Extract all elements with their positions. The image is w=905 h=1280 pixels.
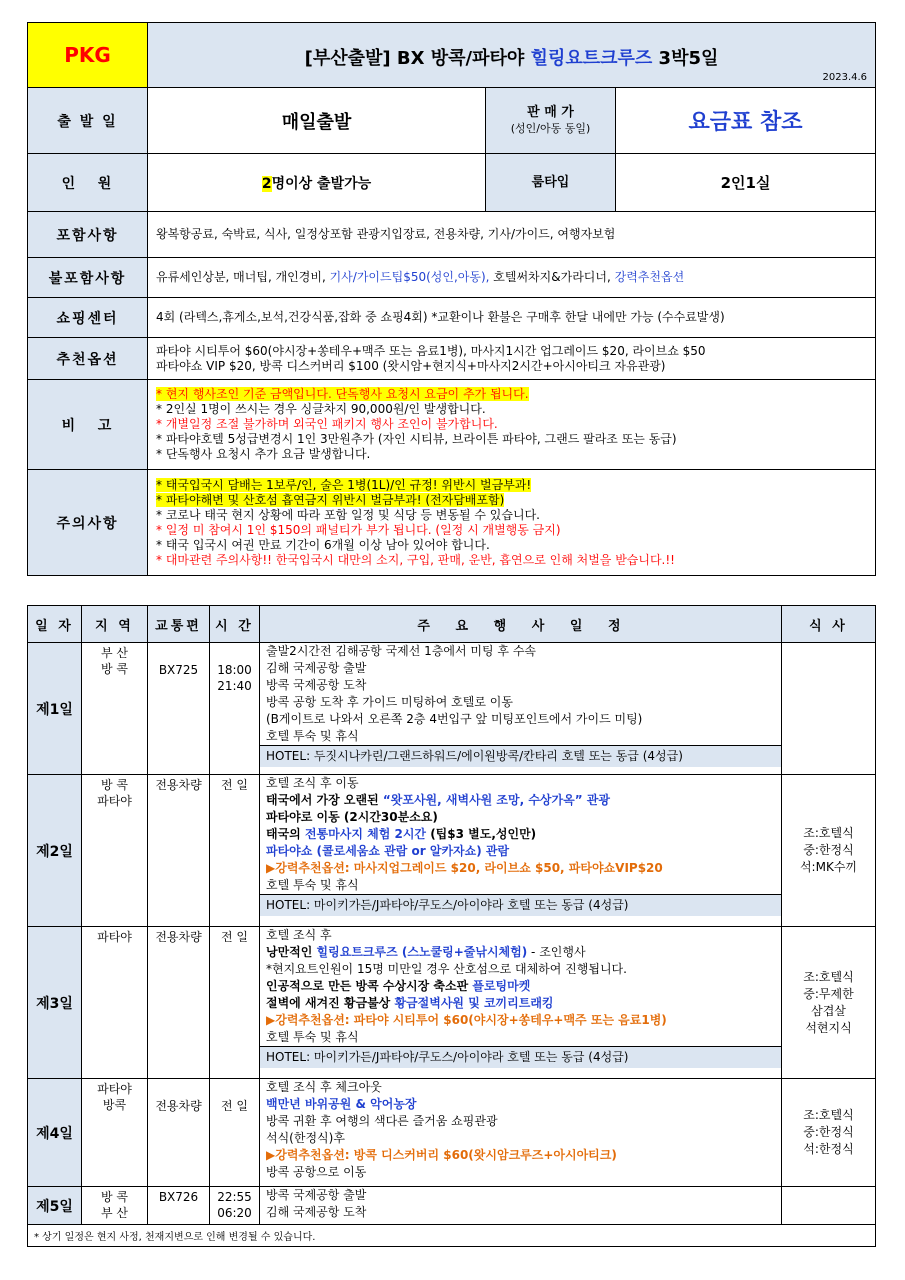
- region: 부 산 방 콕: [82, 643, 148, 775]
- package-info-table: [27, 22, 876, 576]
- room-value: 2인1실: [616, 154, 876, 212]
- transport: 전용차량: [148, 775, 210, 927]
- header-schedule: 주 요 행 사 일 정: [260, 606, 782, 643]
- shopping-text: 4회 (라텍스,휴게소,보석,건강식품,잡화 중 쇼핑4회) *교환이나 환불은 구매후 한달 내에만 가능 (수수료발생): [148, 298, 876, 338]
- schedule: 호텔 조식 후 이동 태국에서 가장 오랜된 “왓포사원, 새벽사원 조망, 수상가옥” 관광 파타야로 이동 (2시간30분소요) 태국의 전통마사지 체험 2시간 (팁$3 별도,성인만) 파타야쇼 (콜로세움쇼 관람 or 알카자쇼) 관람 ▶강력추천옵션: 마사지업그레이드 $20, 라이브쇼 $50, 파타야쇼VIP$20 호텔 투숙 및 휴식 HOTEL: 마이키가든/J파타야/쿠도스/아이야라 호텔 또는 동급 (4성급): [260, 775, 782, 927]
- options-label: 추천옵션: [28, 338, 148, 380]
- options-text: 파타야 시티투어 $60(야시장+쏭테우+맥주 또는 음료1병), 마사지1시간 업그레이드 $20, 라이브쇼 $50 파타야쇼 VIP $20, 방콕 디스커버리 $100 (왓시암+현지식+마사지2시간+아시아티크 자유관광): [148, 338, 876, 380]
- hotel-info: HOTEL: 마이키가든/J파타야/쿠도스/아이야라 호텔 또는 동급 (4성급): [260, 894, 781, 916]
- time: 전 일: [210, 927, 260, 1079]
- room-label: 룸타입: [486, 154, 616, 212]
- region: 파타야 방콕: [82, 1079, 148, 1187]
- package-title-cell: [148, 23, 876, 88]
- schedule: 호텔 조식 후 낭만적인 힐링요트크루즈 (스노쿨링+줄낚시체험) - 조인행사 *현지요트인원이 15명 미만일 경우 산호섬으로 대체하여 진행됩니다. 인공적으로 만든 방콕 수상시장 축소판 플로팅마켓 절벽에 새겨진 황금불상 황금절벽사원 및 코끼리트래킹 ▶강력추천옵션: 파타야 시티투어 $60(야시장+쏭테우+맥주 또는 음료1병) 호텔 투숙 및 휴식 HOTEL: 마이키가든/J파타야/쿠도스/아이야라 호텔 또는 동급 (4성급): [260, 927, 782, 1079]
- region: 파타야: [82, 927, 148, 1079]
- time: 전 일: [210, 1079, 260, 1187]
- region: 방 콕 파타야: [82, 775, 148, 927]
- price-value: 요금표 참조: [616, 88, 876, 154]
- meals: 조:호텔식 중:무제한 삼겹살 석현지식: [782, 927, 876, 1079]
- region: 방 콕 부 산: [82, 1187, 148, 1225]
- itinerary-table: [27, 605, 876, 1247]
- transport: BX725: [148, 643, 210, 775]
- day-label: 제2일: [28, 775, 82, 927]
- day-row-2: [28, 775, 876, 927]
- day-row-1: [28, 643, 876, 775]
- hotel-info: HOTEL: 마이키가든/J파타야/쿠도스/아이야라 호텔 또는 동급 (4성급): [260, 1046, 781, 1068]
- header-day: 일 자: [28, 606, 82, 643]
- cautions-text: * 태국입국시 담배는 1보루/인, 술은 1병(1L)/인 규정! 위반시 벌금부과! * 파타야해변 및 산호섬 흡연금지 위반시 벌금부과! (전자담배포함) * 코로나 태국 현지 상황에 따라 포함 일정 및 식당 등 변동될 수 있습니다. * 일정 미 참여시 1인 $150의 패널티가 부가 됩니다. (일정 시 개별행동 금지) * 태국 입국시 여권 만료 기간이 6개월 이상 남아 있어야 합니다. * 대마관련 주의사항!! 한국입국시 대만의 소지, 구입, 판매, 운반, 흡연으로 인해 처벌을 받습니다.!!: [148, 470, 876, 576]
- time: 18:00 21:40: [210, 643, 260, 775]
- included-text: 왕복항공료, 숙박료, 식사, 일정상포함 관광지입장료, 전용차량, 기사/가이드, 여행자보험: [148, 212, 876, 258]
- document-date: 2023.4.6: [822, 72, 868, 83]
- day-row-3: [28, 927, 876, 1079]
- header-region: 지 역: [82, 606, 148, 643]
- meals: 조:호텔식 중:한정식 석:MK수끼: [782, 775, 876, 927]
- header-meals: 식 사: [782, 606, 876, 643]
- schedule: 출발2시간전 김해공항 국제선 1층에서 미팅 후 수속 김해 국제공항 출발 방콕 국제공항 도착 방콕 공항 도착 후 가이드 미팅하여 호텔로 이동 (B게이트로 나와서 오른쪽 2층 4번입구 앞 미팅포인트에서 가이드 미팅) 호텔 투숙 및 휴식 HOTEL: 두짓시나카린/그랜드하워드/에이원방콕/칸타리 호텔 또는 동급 (4성급): [260, 643, 782, 775]
- pkg-badge: PKG: [28, 23, 148, 88]
- transport: BX726: [148, 1187, 210, 1225]
- cautions-label: 주의사항: [28, 470, 148, 576]
- price-sub-label: (성인/아동 동일): [510, 121, 591, 135]
- hotel-info: HOTEL: 두짓시나카린/그랜드하워드/에이원방콕/칸타리 호텔 또는 동급 (4성급): [260, 745, 781, 767]
- day-label: 제3일: [28, 927, 82, 1079]
- day-row-4: [28, 1079, 876, 1187]
- price-label: 판 매 가: [527, 104, 574, 120]
- meals: 조:호텔식 중:한정식 석:한정식: [782, 1079, 876, 1187]
- excluded-text: 유류세인상분, 매너팁, 개인경비, 기사/가이드팁$50(성인,아동), 호텔써차지&가라디너, 강력추천옵션: [148, 258, 876, 298]
- remarks-label: 비 고: [28, 380, 148, 470]
- departure-value: 매일출발: [148, 88, 486, 154]
- day-label: 제1일: [28, 643, 82, 775]
- included-label: 포함사항: [28, 212, 148, 258]
- meals: [782, 1187, 876, 1225]
- schedule: 호텔 조식 후 체크아웃 백만년 바위공원 & 악어농장 방콕 귀환 후 여행의 색다른 즐거움 쇼핑관광 석식(한정식)후 ▶강력추천옵션: 방콕 디스커버리 $60(왓시암크루즈+아시아티크) 방콕 공항으로 이동: [260, 1079, 782, 1187]
- day-label: 제4일: [28, 1079, 82, 1187]
- schedule: 방콕 국제공항 출발 김해 국제공항 도착: [260, 1187, 782, 1225]
- itinerary-footnote: * 상기 일정은 현지 사정, 천재지변으로 인해 변경될 수 있습니다.: [28, 1225, 876, 1247]
- price-label-cell: [486, 88, 616, 154]
- day-row-5: [28, 1187, 876, 1225]
- time: 22:55 06:20: [210, 1187, 260, 1225]
- header-time: 시 간: [210, 606, 260, 643]
- excluded-label: 불포함사항: [28, 258, 148, 298]
- day-label: 제5일: [28, 1187, 82, 1225]
- transport: 전용차량: [148, 927, 210, 1079]
- header-transport: 교통편: [148, 606, 210, 643]
- remarks-text: * 현지 행사조인 기준 금액입니다. 단독행사 요청시 요금이 추가 됩니다. * 2인실 1명이 쓰시는 경우 싱글차지 90,000원/인 발생합니다. * 개별일정 조절 불가하며 외국인 패키지 행사 조인이 불가합니다. * 파타야호텔 5성급변경시 1인 3만원추가 (자인 시티뷰, 브라이튼 파타야, 그랜드 팔라조 또는 동급) * 단독행사 요청시 추가 요금 발생합니다.: [148, 380, 876, 470]
- time: 전 일: [210, 775, 260, 927]
- departure-label: 출 발 일: [28, 88, 148, 154]
- meals: [782, 643, 876, 775]
- shopping-label: 쇼핑센터: [28, 298, 148, 338]
- package-title: [부산출발] BX 방콕/파타야 힐링요트크루즈 3박5일: [304, 48, 719, 69]
- people-value: 2명이상 출발가능: [148, 154, 486, 212]
- transport: 전용차량: [148, 1079, 210, 1187]
- people-label: 인 원: [28, 154, 148, 212]
